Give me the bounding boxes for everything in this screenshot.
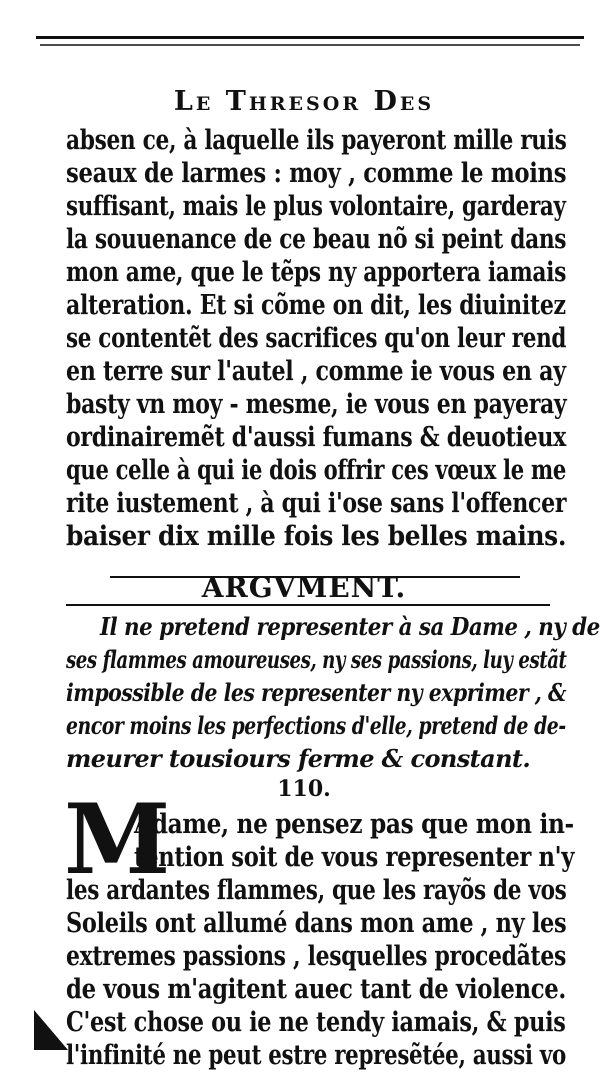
body-line: suffisant, mais le plus volontaire, garderay — [66, 191, 566, 222]
letter-line: tention soit de vous representer n'y — [134, 842, 575, 873]
body-line: seaux de larmes : moy , comme le moins — [66, 158, 567, 189]
body-line: la souuenance de ce beau nõ si peint dans — [66, 224, 567, 255]
body-line: baiser dix mille fois les belles mains. — [66, 521, 567, 552]
letter-number: 110. — [277, 776, 331, 802]
letter-line: l'infinité ne peut estre represẽtée, aussi vo — [66, 1040, 566, 1071]
argument-line: ses flammes amoureuses, ny ses passions, luy estãt — [66, 645, 567, 674]
letter-line: de vous m'agitent auec tant de violence. — [66, 974, 566, 1005]
argument-line: encor moins les perfections d'elle, pretend de de- — [66, 711, 566, 740]
body-line: en terre sur l'autel , comme ie vous en ay — [66, 356, 566, 387]
page-corner-mark — [34, 1010, 68, 1050]
argument-line: impossible de les representer ny exprimer , & — [66, 678, 566, 707]
letter-line: Adame, ne pensez pas que mon in- — [134, 809, 574, 840]
argument-rule-bottom — [66, 604, 550, 606]
argument-line: Il ne pretend representer à sa Dame , ny de — [100, 612, 600, 641]
body-line: se contentẽt des sacrifices qu'on leur rend — [66, 323, 567, 354]
body-line: mon ame, que le tẽps ny apportera iamais — [66, 257, 567, 288]
running-head: Le Thresor Des — [173, 86, 435, 117]
body-line: basty vn moy - mesme, ie vous en payeray — [66, 389, 567, 420]
body-line: que celle à qui ie dois offrir ces vœux le me — [66, 455, 566, 486]
body-line: ordinairemẽt d'aussi fumans & deuotieux — [66, 422, 566, 453]
argument-title: ARGVMENT. — [201, 571, 407, 604]
body-line: alteration. Et si cõme on dit, les diuinitez — [66, 290, 566, 321]
top-ornament-rule — [36, 36, 584, 39]
drop-cap: M — [64, 783, 171, 896]
letter-line: extremes passions , lesquelles procedãtes — [66, 941, 566, 972]
letter-line: les ardantes flammes, que les rayõs de vos — [66, 875, 567, 906]
letter-line: C'est chose ou ie ne tendy iamais, & puis — [66, 1007, 566, 1038]
body-line: rite iustement , à qui i'ose sans l'offencer — [66, 488, 567, 519]
body-line: absen ce, à laquelle ils payeront mille ruis — [66, 125, 567, 156]
top-ornament-rule-inner — [40, 44, 580, 46]
letter-line: Soleils ont allumé dans mon ame , ny les — [66, 908, 567, 939]
argument-line: meurer tousiours ferme & constant. — [66, 744, 531, 773]
